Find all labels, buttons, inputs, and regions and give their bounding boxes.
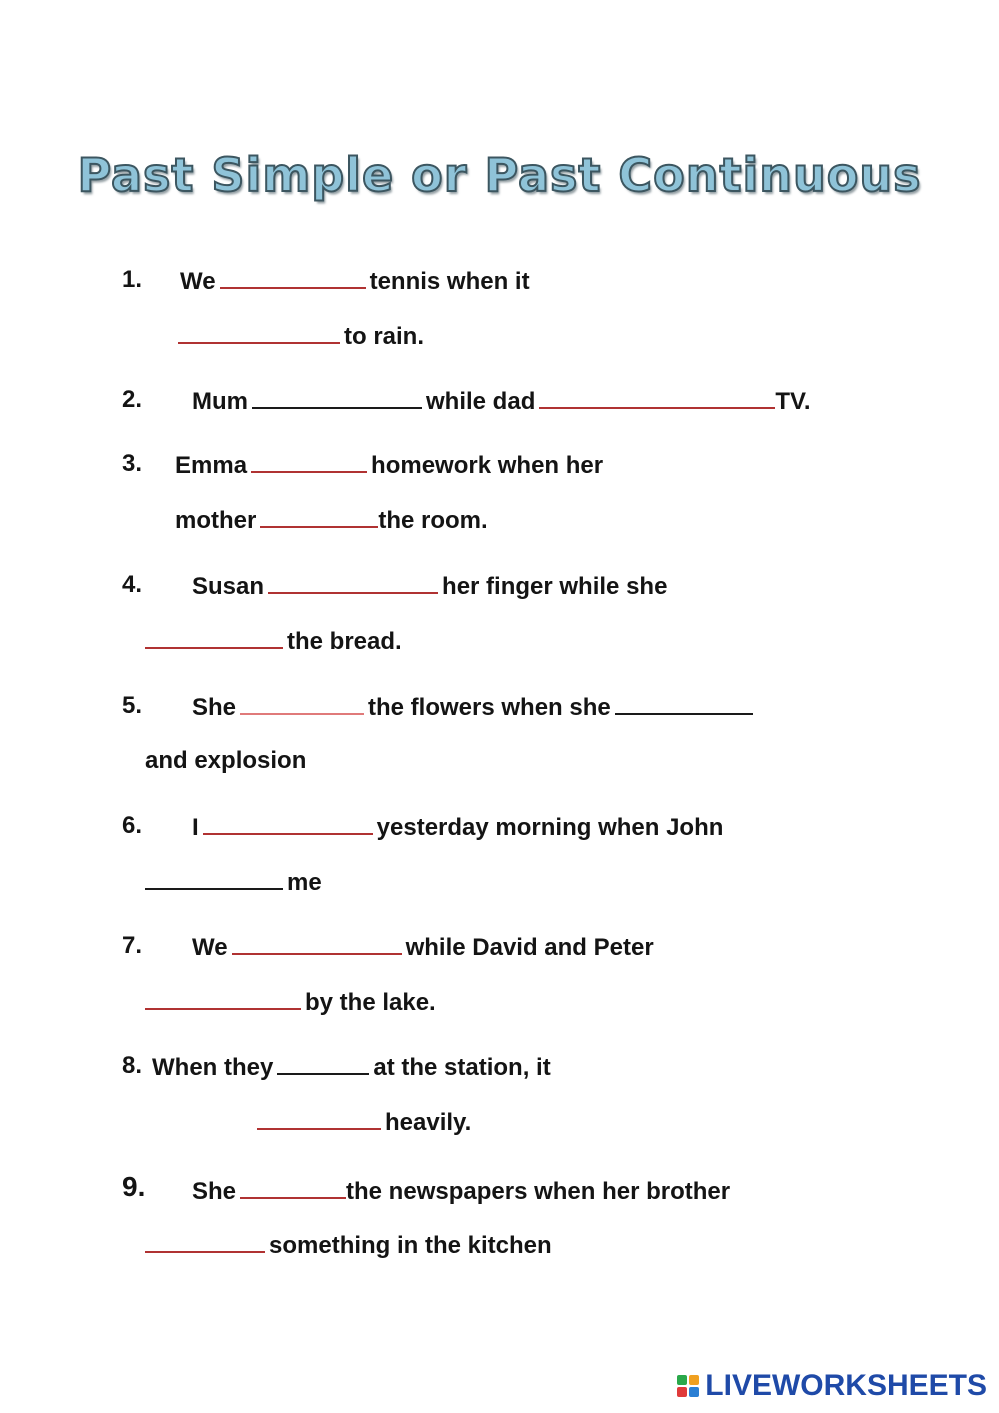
item-4-text-b: her finger while she [442,573,668,600]
item-6-line-1 [192,811,723,843]
item-1-text-c: to rain. [344,323,425,350]
item-6-text-b: yesterday morning when John [376,814,724,841]
item-7-text-a: We [192,934,228,961]
item-3-text-b: homework when her [371,452,604,479]
item-1-number: 1. [122,266,143,293]
answer-blank-3b[interactable] [260,504,378,528]
answer-blank-6b[interactable] [145,866,283,890]
item-6-text-a: I [192,814,199,841]
item-9-line-1 [192,1175,730,1207]
item-3-text-a: Emma [175,452,248,479]
item-6-line-2 [145,866,322,898]
item-7-text-c: by the lake. [305,989,436,1016]
item-4-text-a: Susan [192,573,265,600]
item-9-line-2 [145,1229,552,1261]
item-5-text-b: the flowers when she [368,694,611,721]
answer-blank-1b[interactable] [178,320,340,344]
answer-blank-5a[interactable] [240,691,364,715]
item-5-line-1 [192,691,757,723]
item-8-line-2 [257,1106,471,1138]
item-9-text-c: something in the kitchen [269,1232,552,1259]
answer-blank-9b[interactable] [145,1229,265,1253]
worksheet-title: Past Simple or Past Continuous [77,148,922,202]
item-2-text-a: Mum [192,388,248,415]
item-3-line-2 [175,504,488,536]
item-3-text-c: mother [175,507,257,534]
item-6-number: 6. [122,812,143,839]
item-1-line-2 [178,320,424,352]
item-3-text-d: the room. [378,507,488,534]
answer-blank-9a[interactable] [240,1175,346,1199]
item-9-number: 9. [122,1171,146,1202]
item-4-text-c: the bread. [287,628,402,655]
item-5-line-2 [145,746,306,776]
item-2-text-b: while dad [426,388,536,415]
item-8-text-a: When they [152,1054,274,1081]
answer-blank-4a[interactable] [268,570,438,594]
item-4-line-1 [192,570,667,602]
item-2-text-c: TV. [775,388,811,415]
answer-blank-6a[interactable] [203,811,373,835]
item-5-text-a: She [192,694,237,721]
item-2-number: 2. [122,386,143,413]
item-1-text-b: tennis when it [369,268,530,295]
answer-blank-8a[interactable] [277,1051,369,1075]
answer-blank-7b[interactable] [145,986,301,1010]
item-7-line-1 [192,931,654,963]
logo-text: LIVEWORKSHEETS [705,1369,987,1402]
item-7-number: 7. [122,932,143,959]
item-8-line-1 [152,1051,551,1083]
item-7-text-b: while David and Peter [405,934,654,961]
answer-blank-2a[interactable] [252,385,422,409]
answer-blank-4b[interactable] [145,625,283,649]
item-6-text-c: me [287,869,322,896]
item-4-number: 4. [122,571,143,598]
item-5-number: 5. [122,692,143,719]
item-5-text-c: and explosion [145,747,307,774]
answer-blank-1a[interactable] [220,265,366,289]
answer-blank-3a[interactable] [251,449,367,473]
item-9-text-a: She [192,1178,237,1205]
item-9-text-b: the newspapers when her brother [346,1178,731,1205]
item-1-line-1 [180,265,530,297]
liveworksheets-logo-icon [677,1375,699,1397]
item-1-text-a: We [180,268,216,295]
liveworksheets-logo[interactable] [677,1369,987,1403]
item-8-number: 8. [122,1052,143,1079]
item-3-number: 3. [122,450,143,477]
item-4-line-2 [145,625,402,657]
item-8-text-c: heavily. [385,1109,472,1136]
answer-blank-8b[interactable] [257,1106,381,1130]
answer-blank-2b[interactable] [539,385,775,409]
item-7-line-2 [145,986,436,1018]
answer-blank-5b[interactable] [615,691,753,715]
item-3-line-1 [175,449,603,481]
item-2-line-1 [192,385,811,417]
answer-blank-7a[interactable] [232,931,402,955]
item-8-text-b: at the station, it [373,1054,551,1081]
